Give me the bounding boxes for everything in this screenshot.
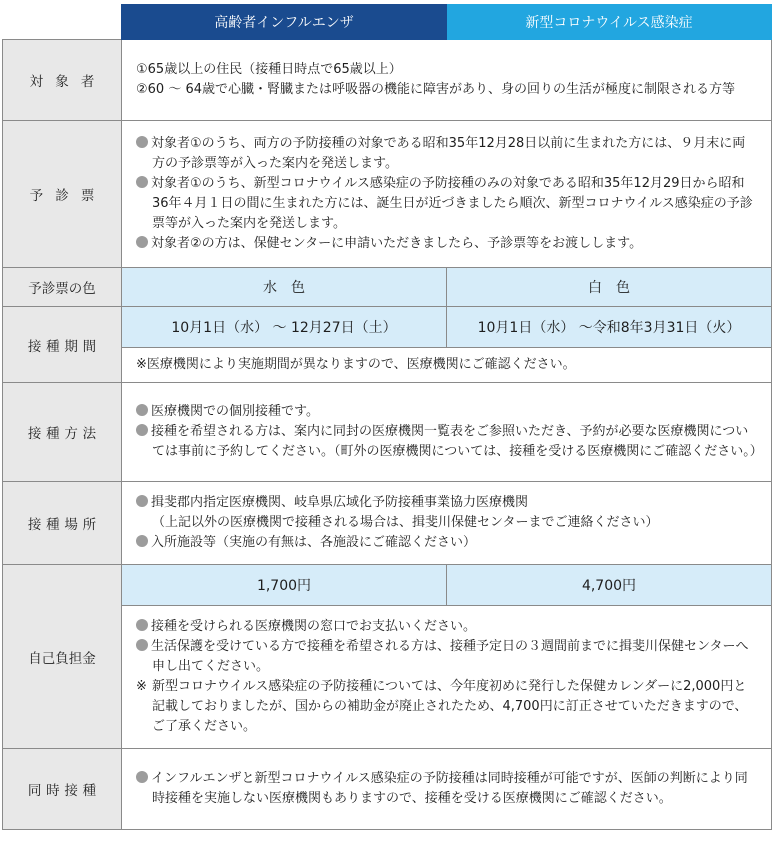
ticket-text-2: 対象者①のうち、新型コロナウイルス感染症の予防接種のみの対象である昭和35年12月29日から昭和36年４月１日の間に生まれた方には、誕生日が近づきましたら順次、新型コロナウイルス感染症の予診票等が入った案内を発送します。 xyxy=(151,176,753,231)
cost-covid: 4,700円 xyxy=(447,565,772,606)
method-bullet-1 xyxy=(136,402,757,422)
note-mark: ※ xyxy=(136,679,147,694)
cost-bullet-1 xyxy=(136,617,757,637)
ticket-bullet-1 xyxy=(136,134,757,174)
bullet-dot-icon xyxy=(136,535,148,547)
color-covid: 白 色 xyxy=(447,268,772,307)
row-place xyxy=(3,482,772,565)
bullet-dot-icon xyxy=(136,176,148,188)
header-row xyxy=(3,5,772,40)
cost-content xyxy=(122,606,772,749)
place-note: （上記以外の医療機関で接種される場合は、揖斐川保健センターまでご連絡ください） xyxy=(152,515,659,530)
cost-note-text: 新型コロナウイルス感染症の予防接種については、今年度初めに発行した保健カレンダーに2,000円と記載しておりましたが、国からの補助金が廃止されたため、4,700円に訂正させていただきますので、ご了承ください。 xyxy=(152,679,748,734)
ticket-bullet-3 xyxy=(136,234,757,254)
target-content xyxy=(122,40,772,121)
bullet-dot-icon xyxy=(136,619,148,631)
cost-bullet-2 xyxy=(136,637,757,677)
period-note: ※医療機関により実施期間が異なりますので、医療機関にご確認ください。 xyxy=(122,348,772,383)
bullet-dot-icon xyxy=(136,639,148,651)
row-simul xyxy=(3,749,772,830)
label-method: 接種方法 xyxy=(3,383,122,482)
header-covid: 新型コロナウイルス感染症 xyxy=(447,5,772,40)
label-place: 接種場所 xyxy=(3,482,122,565)
row-method xyxy=(3,383,772,482)
ticket-bullet-2 xyxy=(136,174,757,234)
target-line-1: ①65歳以上の住民（接種日時点で65歳以上） xyxy=(136,62,402,77)
vaccination-table xyxy=(2,4,772,830)
ticket-content xyxy=(122,121,772,268)
row-color xyxy=(3,268,772,307)
row-cost-amounts xyxy=(3,565,772,606)
bullet-dot-icon xyxy=(136,136,148,148)
period-flu: 10月1日（水） ～ 12月27日（土） xyxy=(122,307,447,348)
cost-note xyxy=(136,677,757,737)
simul-text: インフルエンザと新型コロナウイルス感染症の予防接種は同時接種が可能ですが、医師の判断により同時接種を実施しない医療機関もありますので、接種を受ける医療機関にご確認ください。 xyxy=(151,771,748,806)
row-ticket xyxy=(3,121,772,268)
bullet-dot-icon xyxy=(136,771,148,783)
ticket-text-1: 対象者①のうち、両方の予防接種の対象である昭和35年12月28日以前に生まれた方には、９月末に両方の予診票等が入った案内を発送します。 xyxy=(151,136,746,171)
bullet-dot-icon xyxy=(136,404,148,416)
label-cost: 自己負担金 xyxy=(3,565,122,749)
label-ticket: 予診票 xyxy=(3,121,122,268)
bullet-dot-icon xyxy=(136,236,148,248)
cost-text-2: 生活保護を受けている方で接種を希望される方は、接種予定日の３週間前までに揖斐川保健センターへ申し出てください。 xyxy=(151,639,749,674)
label-period: 接種期間 xyxy=(3,307,122,383)
corner-cell xyxy=(3,5,122,40)
place-text-1: 揖斐郡内指定医療機関、岐阜県広域化予防接種事業協力医療機関 xyxy=(151,495,529,510)
method-bullet-2 xyxy=(136,422,763,462)
simul-content xyxy=(122,749,772,830)
row-period-dates xyxy=(3,307,772,348)
cost-flu: 1,700円 xyxy=(122,565,447,606)
place-text-2: 入所施設等（実施の有無は、各施設にご確認ください） xyxy=(151,535,477,550)
label-simul: 同時接種 xyxy=(3,749,122,830)
method-text-2: 接種を希望される方は、案内に同封の医療機関一覧表をご参照いただき、予約が必要な医療機関については事前に予約してください。（町外の医療機関については、接種を受ける医療機関にご確認ください。） xyxy=(151,424,763,459)
label-target: 対象者 xyxy=(3,40,122,121)
place-bullet-2 xyxy=(136,533,757,553)
place-content xyxy=(122,482,772,565)
simul-bullet xyxy=(136,769,757,809)
bullet-dot-icon xyxy=(136,495,148,507)
label-color: 予診票の色 xyxy=(3,268,122,307)
method-content xyxy=(122,383,772,482)
color-flu: 水 色 xyxy=(122,268,447,307)
period-covid: 10月1日（水） ～令和8年3月31日（火） xyxy=(447,307,772,348)
method-text-1: 医療機関での個別接種です。 xyxy=(151,404,319,419)
header-flu: 高齢者インフルエンザ xyxy=(122,5,447,40)
target-line-2: ②60 ～ 64歳で心臓・腎臓または呼吸器の機能に障害があり、身の回りの生活が極度に制限される方等 xyxy=(136,82,736,97)
row-target xyxy=(3,40,772,121)
ticket-text-3: 対象者②の方は、保健センターに申請いただきましたら、予診票等をお渡しします。 xyxy=(151,236,643,251)
bullet-dot-icon xyxy=(136,424,148,436)
cost-text-1: 接種を受けられる医療機関の窓口でお支払いください。 xyxy=(151,619,477,634)
place-bullet-1 xyxy=(136,493,757,513)
